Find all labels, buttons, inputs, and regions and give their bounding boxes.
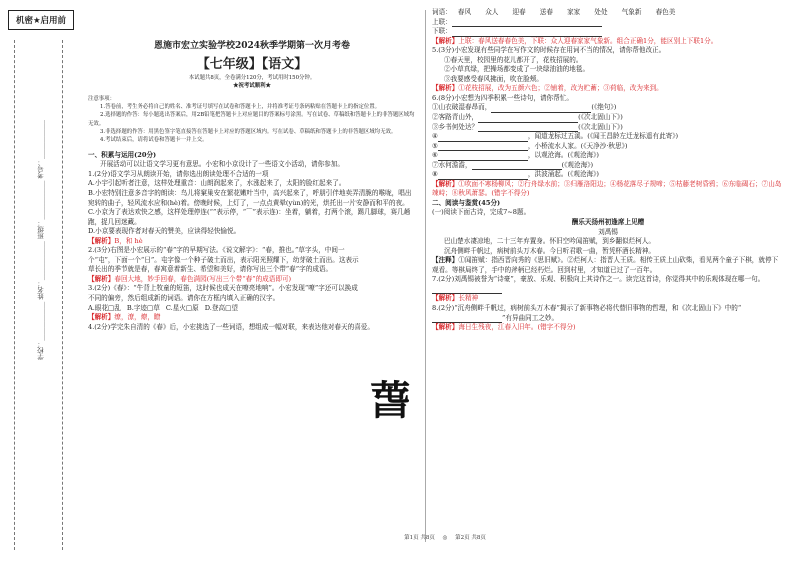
answer-2: 【解析】春回大地，妙手回春，春色满园(写出三个带“春”的成语即可) — [88, 274, 292, 283]
poem-note: 【注释】①闻笛赋：指西晋向秀的《思旧赋》。②烂柯人：指晋人王质。相传王质上山砍柴，看见两个童子下棋，就停下观看。等棋局终了，手中的斧柄已经朽烂。回到村里，才知道已过了一百年。 — [432, 256, 779, 274]
exam-wish: ★祝考试顺利★ — [233, 82, 271, 89]
poem-author: 刘禹锡 — [598, 227, 618, 236]
sentence-2: ②小草真绿，把操场都变成了一块绿油油的地毯。 — [444, 65, 590, 74]
exam-title: 恩施市宏立实验学校2024秋季学期第一次月考卷 — [153, 41, 351, 51]
poem-blank-1[interactable]: ①山衣破湿春昂而， (《绝句》) — [432, 103, 617, 112]
binding-dashed-line — [14, 40, 15, 550]
section-heading: 一、积累与运用(20分) — [88, 150, 157, 159]
question-5: 5.(3分)小宏发现有些同学在写作文的时候存在用词不当的情况，请你帮他改正。 — [432, 46, 666, 55]
poem-blank-2[interactable]: ②客路青山外， (《次北固山下》) — [432, 113, 623, 122]
upper-couplet-field[interactable]: 上联： — [432, 18, 784, 28]
footer-page-right: 第2页 共8页 — [455, 535, 486, 541]
option-a: A.小宇引起听者注意，这样处理重音：山朗润起来了，水涨起来了，太阳的脸红起来了。 — [88, 179, 346, 188]
poem-blank-4[interactable]: ④ ，闻道龙标过五溪。(《闻王昌龄左迁龙标遥有此寄》) — [432, 132, 679, 141]
right-column — [432, 8, 784, 333]
page-footer — [380, 533, 510, 541]
q3-option: B.字迹□草 — [126, 303, 160, 312]
q3-option: D.登高□望 — [204, 303, 238, 312]
section-intro: 开展活动可以让语文学习更有意思。小宏和小京设计了一些语文小活动，请你参加。 — [100, 160, 344, 169]
question-3: 3.(2分)《春》：“牛背上牧童的短笛，这时候也成天在嘹亮地响”。小宏发现“嘹”字还可以换成不同的偏旁，然后组成新的词语。请你在方框内填入正确的汉字。 — [88, 284, 358, 302]
question-2-block — [88, 246, 416, 313]
answer-3: 【解析】缭，潦，燎，瞭 — [88, 313, 161, 322]
poem-blank-3[interactable]: ③乡书何处达？ (《次北固山下》) — [432, 122, 623, 131]
option-c: C.小京为了表达欢快之感，这样处理停连(“”表示停，“⌒”表示连)：坐着，躺着，打两个滚，踢几脚球，赛几趟跑，捉几回迷藏。 — [88, 208, 411, 226]
footer-separator-icon: ◎ — [442, 535, 448, 541]
exam-subtitle: 【七年级】【语文】 — [196, 57, 308, 73]
binding-dashed-line — [62, 40, 63, 550]
reading-intro: (一)阅读下面古诗，完成7~8题。 — [432, 208, 531, 217]
ancient-chun-character-image: 萅 — [370, 377, 410, 424]
notes-block — [88, 95, 416, 145]
exam-meta: 本试题共8页，全卷满分120分，考试用时150分钟。 — [188, 74, 316, 81]
notes-item: 2.选择题的作答：每小题选出答案后，用2B铅笔把答题卡上对应题目的答案标号涂黑。写在试卷、草稿纸和答题卡上的非答题区域均无效。 — [88, 112, 415, 127]
left-column — [88, 8, 416, 332]
notes-item: 4.考试结束后，请将试卷和答题卡一并上交。 — [100, 137, 208, 144]
question-3-options — [88, 304, 360, 314]
question-7[interactable]: 7.(2分)刘禹锡被誉为“诗豪”，豪放、乐观、积极向上其诗作之一。读完这首诗，你觉得其中的乐观体现在哪一句。 — [432, 275, 784, 294]
poem-line: 沉舟侧畔千帆过，病树前头万木春。今日听君歌一曲，暂凭杯酒长精神。 — [444, 246, 655, 255]
secret-label: 机密★启用前 — [8, 10, 74, 30]
answer-8: 【解析】海日生残夜，江春入旧年。(错字不得分) — [432, 323, 576, 332]
notes-item: 1.答卷前，考生务必将自己的姓名、准考证号填写在试卷和答题卡上，并将准考证号条码粘贴在答题卡上的指定位置。 — [100, 103, 381, 110]
poem-blank-6[interactable]: ⑥ ，以观沧海。(《观沧海》) — [432, 151, 599, 160]
notes-item: 3.非选择题的作答：用黑色签字笔直接答在答题卡上对应的答题区域内。写在试卷、草稿纸和答题卡上的非答题区域均无效。 — [100, 129, 397, 136]
binding-strip — [0, 0, 78, 561]
answer-4: 【解析】上联：春风送春春色美，下联：众人迎春家家气象新。组合正确1分，能区别上下联1分。 — [432, 36, 718, 45]
section-heading: 二、阅读与鉴赏(45分) — [432, 198, 501, 207]
poem-blank-8[interactable]: ⑧ ，洪波涌起。(《观沧海》) — [432, 170, 599, 179]
footer-page-left: 第1页 共8页 — [404, 535, 435, 541]
student-info-fields[interactable]: 学校：____________ 姓名：____________ 班级：____________ 考号：____________ — [37, 120, 45, 361]
q3-option: A.眼花□乱 — [88, 303, 121, 312]
question-8[interactable]: 8.(2分)“沉舟侧畔千帆过，病树前头万木春”揭示了新事物必将代替旧事物的哲理，和《次北固山下》中的“”有异曲同工之妙。 — [432, 303, 742, 322]
notes-heading: 注意事项： — [88, 95, 115, 102]
option-d: D.小京要表现作者对春天的赞美，应读得轻快愉悦。 — [88, 227, 241, 236]
question-2: 2.(3分)右图是小宏展示的“春”字的早期写法。《说文解字》：“春，推也。”草字头，中间一个“屯”，下面一个“日”。屯字像一个种子破土而出，表示阳光照耀下，幼芽破土而出。这表示草长出的季节就是春，春寓意着新生、希望和美好，请你写出三个带“春”字的成语。 — [88, 246, 359, 274]
poem-blank-5[interactable]: ⑤ ，小桥流水人家。(《天净沙·秋思》) — [432, 141, 628, 150]
question-1: 1.(2分)语文学习从朗读开始，请你选出朗读处理不合适的一项 — [88, 169, 269, 178]
answer-6: 【解析】①吹面不寒杨柳风；②行舟绿水前；③归雁洛阳边；④杨花落尽子规啼；⑤枯藤老树昏鸦；⑥东临碣石；⑦山岛竦峙；⑧秋风萧瑟。(错字不得分) — [432, 179, 782, 198]
couplet-words: 词语： 春风 众人 迎春 送春 家家 处处 气象新 春色美 — [432, 8, 676, 16]
sentence-1: ①春天里，校园里的花儿都开了，花枝招展的。 — [444, 55, 583, 64]
answer-7: 【解析】长精神 — [432, 294, 479, 303]
poem-line: 巴山楚水凄凉地，二十三年弃置身。怀旧空吟闻笛赋，到乡翻似烂柯人。 — [444, 237, 655, 246]
q3-option: C.星火□原 — [165, 303, 199, 312]
answer-5: 【解析】①花枝招展，改为五颜六色；②铺着，改为贮蓄；③荷临，改为来到。 — [432, 84, 663, 93]
option-b: B.小宏特别注意多音字的朗读：鸟儿将窠巢安在繁花嫩叶当中，高兴起来了，呼朋引伴地卖弄清脆的喉咙，唱出宛转的曲子，轻风流水应和(hè)着。傍晚时候，上灯了，一点点黄晕(yùn)的光，烘托出一片安静而和平的夜。 — [88, 188, 412, 207]
column-divider — [425, 10, 426, 542]
question-6: 6.(8分)小宏想为四季积累一些诗句，请你帮忙。 — [432, 93, 573, 102]
answer-1: 【解析】B，和 hè — [88, 236, 143, 245]
sentence-3: ③我要感受春风拂面，吹在脸颊。 — [444, 74, 543, 83]
lower-couplet-field[interactable]: 下联： — [432, 27, 784, 37]
poem-title: 酬乐天扬州初逢席上见赠 — [571, 218, 645, 227]
poem-blank-7[interactable]: ⑦水何澹澹， (《观沧海》) — [432, 160, 594, 169]
question-4: 4.(2分)学完朱自清的《春》后，小宏挑选了一些词语，想组成一幅对联，来表达他对春天的喜爱。 — [88, 322, 374, 331]
